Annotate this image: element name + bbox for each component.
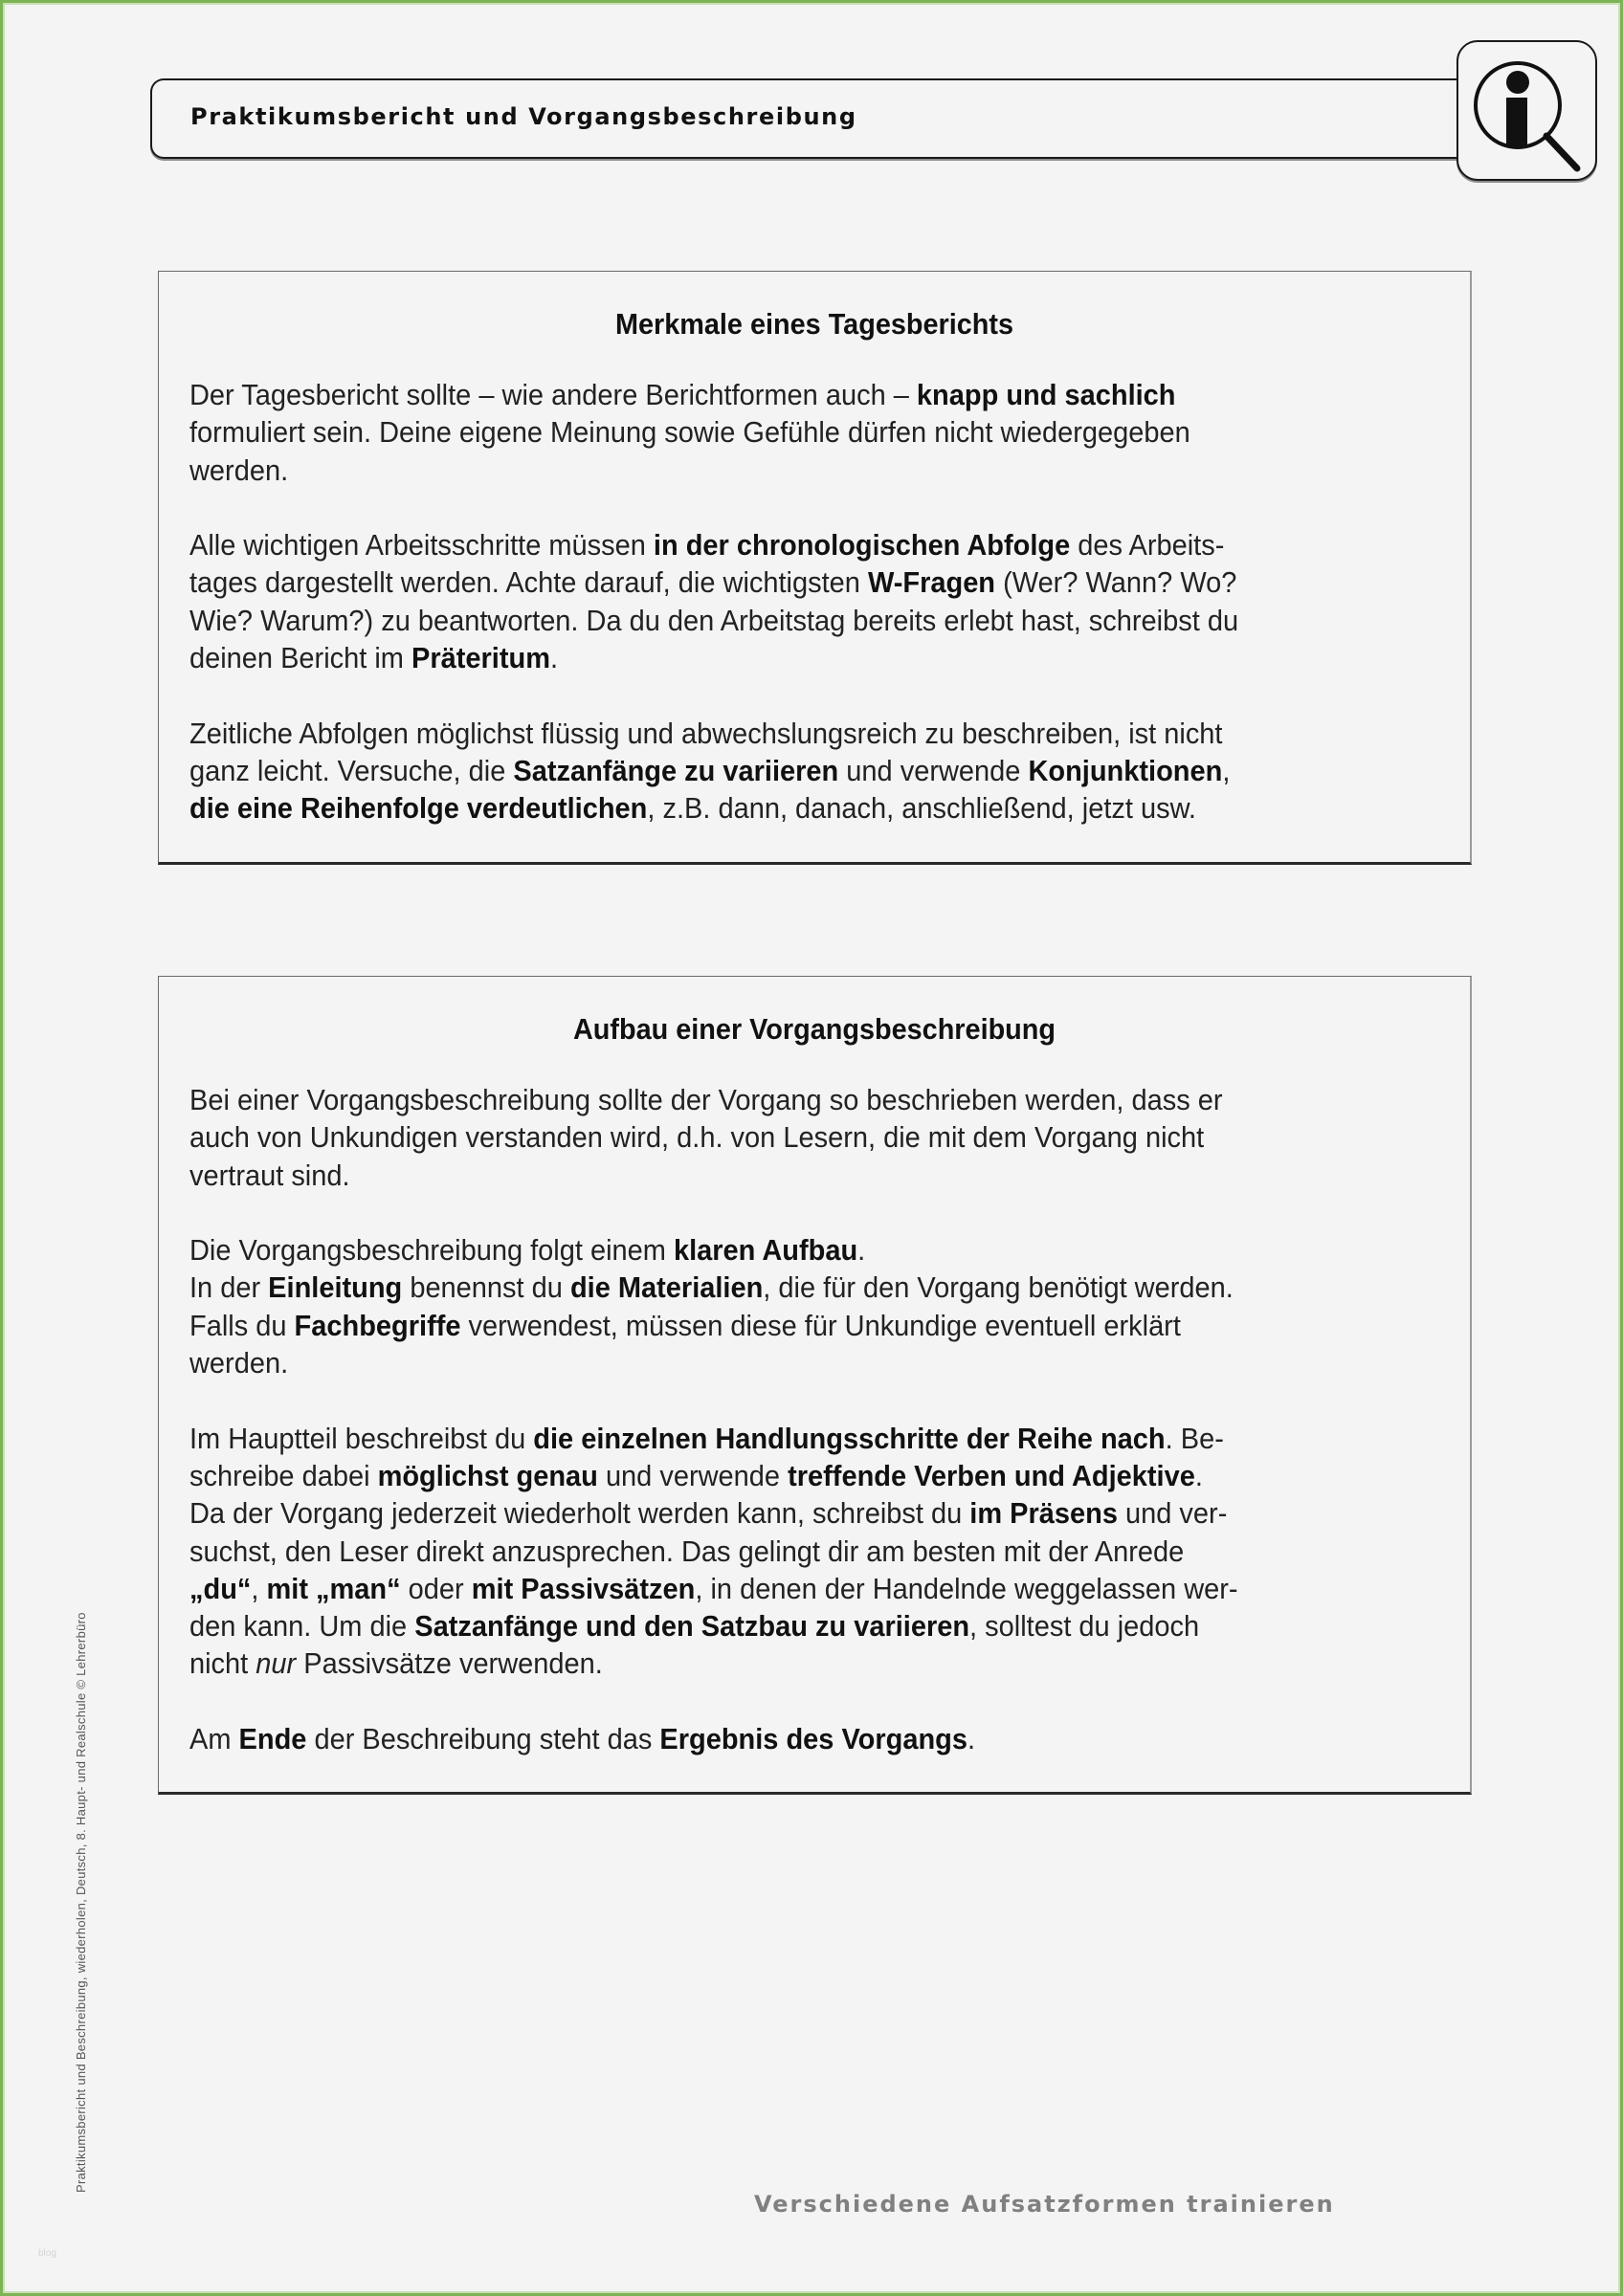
bold-text: die einzelnen Handlungsschritte der Reihe nach xyxy=(533,1421,1166,1455)
text-line xyxy=(189,752,1368,789)
text-segment: und ver- xyxy=(1117,1496,1228,1531)
text-segment: ganz leicht. Versuche, die xyxy=(189,753,514,787)
text-segment: , solltest du jedoch xyxy=(969,1609,1200,1644)
text-segment: Alle wichtigen Arbeitsschritte müssen xyxy=(189,528,654,563)
text-line xyxy=(189,1457,1368,1494)
text-line xyxy=(189,1607,1368,1645)
bold-text: in der chronologischen Abfolge xyxy=(653,528,1071,563)
page-title: Praktikumsbericht und Vorgangsbeschreibung xyxy=(190,103,857,130)
text-segment: tages dargestellt werden. Achte darauf, die wichtigsten xyxy=(189,565,868,600)
paragraph-gap xyxy=(189,676,1451,714)
text-segment: Am xyxy=(189,1722,239,1756)
info-magnifier-icon xyxy=(1456,40,1597,181)
text-line xyxy=(189,1307,1368,1344)
text-line xyxy=(189,789,1368,827)
watermark: blog xyxy=(38,2248,56,2259)
text-segment: schreibe dabei xyxy=(189,1458,378,1492)
daily-report-features-box xyxy=(158,271,1472,865)
text-segment: Zeitliche Abfolgen möglichst flüssig und abwechslungsreich zu beschreiben, ist nicht xyxy=(189,716,1223,750)
text-segment: (Wer? Wann? Wo? xyxy=(995,565,1237,600)
bold-text: Satzanfänge und den Satzbau zu variieren xyxy=(414,1609,970,1644)
paragraph-gap xyxy=(189,1381,1451,1419)
text-line xyxy=(189,639,1368,676)
text-line xyxy=(189,1645,1368,1682)
box-heading: Aufbau einer Vorgangsbeschreibung xyxy=(572,1012,1056,1046)
bold-text: Fachbegriffe xyxy=(294,1308,461,1342)
text-line xyxy=(189,1420,1368,1457)
text-segment: , die für den Vorgang benötigt werden. xyxy=(763,1270,1234,1305)
footer-title: Verschiedene Aufsatzformen trainieren xyxy=(754,2191,1335,2218)
text-line xyxy=(189,1570,1368,1607)
bold-text: Ende xyxy=(238,1722,307,1756)
text-line xyxy=(189,1344,1368,1381)
text-line xyxy=(189,413,1368,451)
text-segment: auch von Unkundigen verstanden wird, d.h. von Lesern, die mit dem Vorgang nicht xyxy=(189,1120,1205,1155)
text-line xyxy=(189,1494,1368,1532)
text-segment: Die Vorgangsbeschreibung folgt einem xyxy=(189,1233,674,1268)
text-line xyxy=(189,452,1368,489)
text-line xyxy=(189,1720,1368,1757)
bold-text: Ergebnis des Vorgangs xyxy=(659,1722,967,1756)
bold-text: möglichst genau xyxy=(377,1458,598,1492)
text-segment: der Beschreibung steht das xyxy=(306,1722,660,1756)
bold-text: die Materialien xyxy=(569,1270,764,1305)
text-segment: oder xyxy=(400,1571,472,1605)
text-line xyxy=(189,1081,1368,1118)
copyright-side-text: Praktikumsbericht und Beschreibung, wiederholen, Deutsch, 8. Haupt- und Realschule © Lehrerbüro xyxy=(74,1612,88,2193)
paragraph-gap xyxy=(189,1683,1451,1720)
text-segment: benennst du xyxy=(402,1270,570,1305)
box-body xyxy=(189,376,1451,828)
text-segment: des Arbeits- xyxy=(1070,528,1225,563)
bold-text: Einleitung xyxy=(268,1270,403,1305)
text-segment: suchst, den Leser direkt anzusprechen. Das gelingt dir am besten mit der Anrede xyxy=(189,1534,1185,1568)
text-segment: , xyxy=(1222,753,1231,787)
text-segment: . xyxy=(857,1233,866,1268)
text-segment: Da der Vorgang jederzeit wiederholt werden kann, schreibst du xyxy=(189,1496,970,1531)
text-segment: , xyxy=(251,1571,267,1605)
text-segment: . xyxy=(549,641,559,675)
text-line xyxy=(189,1533,1368,1570)
text-segment: nicht xyxy=(189,1646,256,1681)
text-segment: Falls du xyxy=(189,1308,295,1342)
box-body xyxy=(189,1081,1451,1757)
text-segment: und verwende xyxy=(838,753,1029,787)
bold-text: die eine Reihenfolge verdeutlichen xyxy=(189,791,648,826)
text-segment: vertraut sind. xyxy=(189,1158,350,1192)
text-line xyxy=(189,1231,1368,1269)
text-segment: In der xyxy=(189,1270,269,1305)
box-heading: Merkmale eines Tagesberichts xyxy=(614,307,1014,341)
text-line xyxy=(189,715,1368,752)
text-segment: Der Tagesbericht sollte – wie andere Berichtformen auch – xyxy=(189,378,917,411)
text-segment: verwendest, müssen diese für Unkundige eventuell erklärt xyxy=(460,1308,1181,1342)
bold-text: knapp und sachlich xyxy=(916,378,1176,411)
text-segment: . xyxy=(1194,1458,1203,1492)
text-segment: Wie? Warum?) zu beantworten. Da du den Arbeitstag bereits erlebt hast, schreibst du xyxy=(189,603,1239,637)
text-segment: und verwende xyxy=(597,1458,789,1492)
header-bar xyxy=(150,78,1473,159)
text-segment: , z.B. dann, danach, anschließend, jetzt usw. xyxy=(647,791,1196,826)
text-line xyxy=(189,376,1368,413)
text-segment: Passivsätze verwenden. xyxy=(296,1646,603,1681)
text-line xyxy=(189,563,1368,601)
bold-text: W-Fragen xyxy=(867,565,996,600)
text-line xyxy=(189,602,1368,639)
paragraph-gap xyxy=(189,489,1451,526)
bold-text: klaren Aufbau xyxy=(673,1233,858,1268)
text-line xyxy=(189,1157,1368,1194)
bold-text: mit „man“ xyxy=(266,1571,401,1605)
text-segment: den kann. Um die xyxy=(189,1609,415,1644)
text-segment: Im Hauptteil beschreibst du xyxy=(189,1421,534,1455)
text-segment: werden. xyxy=(189,1346,289,1380)
process-description-structure-box xyxy=(158,976,1472,1795)
text-segment: werden. xyxy=(189,453,289,487)
bold-text: Satzanfänge zu variieren xyxy=(513,753,839,787)
italic-text: nur xyxy=(256,1646,297,1681)
bold-text: Präteritum xyxy=(411,641,550,675)
text-line xyxy=(189,1118,1368,1156)
text-line xyxy=(189,526,1368,563)
bold-text: mit Passivsätzen xyxy=(471,1571,696,1605)
text-segment: . xyxy=(967,1722,976,1756)
text-segment: , in denen der Handelnde weggelassen wer- xyxy=(695,1571,1238,1605)
text-segment: . Be- xyxy=(1165,1421,1224,1455)
text-line xyxy=(189,1269,1368,1306)
text-segment: Bei einer Vorgangsbeschreibung sollte der Vorgang so beschrieben werden, dass er xyxy=(189,1083,1223,1116)
bold-text: treffende Verben und Adjektive xyxy=(788,1458,1195,1492)
bold-text: im Präsens xyxy=(969,1496,1118,1531)
bold-text: „du“ xyxy=(189,1571,252,1605)
text-segment: formuliert sein. Deine eigene Meinung sowie Gefühle dürfen nicht wiedergegeben xyxy=(189,415,1190,450)
paragraph-gap xyxy=(189,1194,1451,1231)
bold-text: Konjunktionen xyxy=(1028,753,1223,787)
text-segment: deinen Bericht im xyxy=(189,641,411,675)
